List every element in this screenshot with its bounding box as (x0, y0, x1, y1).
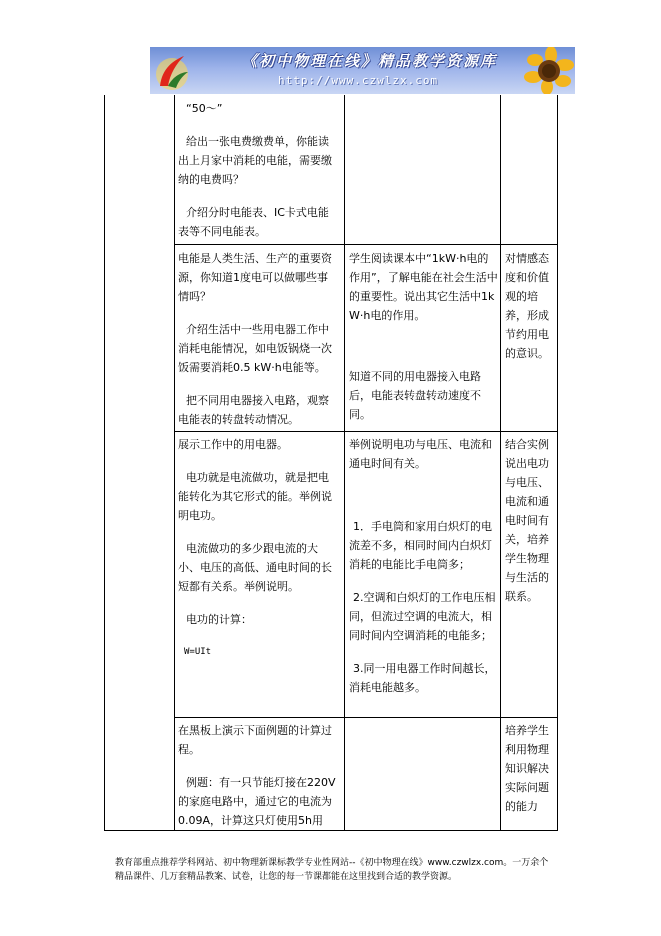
row-3-goal (505, 435, 557, 606)
banner-url[interactable]: http://www.czwlzx.com (278, 74, 439, 87)
row-3-student-line: 2.空调和白炽灯的工作电压相同，但流过空调的电流大，相同时间内空调消耗的电能多； (349, 591, 496, 642)
row-3-activity (178, 435, 338, 662)
row-4-goal (505, 721, 557, 816)
row-1-activity (178, 99, 338, 241)
table-border-right (557, 95, 558, 831)
table-divider-3 (500, 95, 501, 831)
row-2-student (349, 249, 499, 424)
row-divider-1 (174, 244, 558, 245)
row-4-activity-line: 例题：有一只节能灯接在220V的家庭电路中，通过它的电流为0.09A，计算这只灯使用5h用 (178, 776, 336, 827)
table-border-bottom (104, 830, 558, 831)
table-border-left (104, 95, 105, 831)
table-divider-1 (174, 95, 175, 831)
sunflower-icon (517, 47, 575, 94)
site-logo-icon (152, 50, 192, 92)
banner-title: 《初中物理在线》精品教学资源库 (242, 52, 498, 70)
row-2-activity-line: 把不同用电器接入电路，观察电能表的转盘转动情况。 (178, 394, 329, 426)
row-2-student-line: 学生阅读课本中“1kW·h电的作用”，了解电能在社会生活中的重要性。说出其它生活中1kW·h电的作用。 (349, 252, 498, 322)
row-3-activity-line: 电功的计算： (186, 613, 252, 626)
row-4-activity-line: 在黑板上演示下面例题的计算过程。 (178, 724, 332, 756)
row-2-goal (505, 249, 557, 363)
row-1-activity-line: 介绍分时电能表、IC卡式电能表等不同电能表。 (178, 206, 329, 238)
row-4-activity (178, 721, 338, 830)
row-3-goal-line: 结合实例说出电功与电压、电流和通电时间有关，培养学生物理与生活的联系。 (505, 438, 549, 603)
row-2-activity (178, 249, 338, 429)
page-footer: 教育部重点推荐学科网站、初中物理新课标教学专业性网站--《初中物理在线》www.czwlzx.com。一万余个精品课件、几万套精品教案、试卷，让您的每一节课都能在这里找到合适的教学资源。 (115, 858, 549, 882)
header-banner (150, 47, 575, 94)
row-2-student-line: 知道不同的用电器接入电路后，电能表转盘转动速度不同。 (349, 370, 481, 421)
row-3-student-line: 举例说明电功与电压、电流和通电时间有关。 (349, 438, 492, 470)
row-1-activity-line: “50～” (186, 102, 223, 115)
row-4-goal-line: 培养学生利用物理知识解决实际问题的能力 (505, 724, 549, 813)
row-3-student-line: 1．手电筒和家用白炽灯的电流差不多，相同时间内白炽灯消耗的电能比手电筒多； (349, 520, 492, 571)
row-2-activity-line: 电能是人类生活、生产的重要资源，你知道1度电可以做哪些事情吗？ (178, 252, 332, 303)
row-1-activity-line: 给出一张电费缴费单，你能读出上月家中消耗的电能，需要缴纳的电费吗？ (178, 135, 332, 186)
row-3-activity-line: 电功就是电流做功，就是把电能转化为其它形式的能。举例说明电功。 (178, 471, 332, 522)
row-2-activity-line: 介绍生活中一些用电器工作中消耗电能情况，如电饭锅烧一次饭需要消耗0.5 kW·h电能等。 (178, 323, 332, 374)
row-divider-2 (174, 431, 558, 432)
formula: W=UIt (184, 647, 212, 657)
row-3-student (349, 435, 499, 697)
row-3-activity-line: 电流做功的多少跟电流的大小、电压的高低、通电时间的长短都有关系。举例说明。 (178, 542, 332, 593)
row-divider-3 (174, 717, 558, 718)
table-divider-2 (344, 95, 345, 831)
row-3-activity-line: 展示工作中的用电器。 (178, 438, 288, 451)
row-3-student-line: 3.同一用电器工作时间越长，消耗电能越多。 (349, 662, 496, 694)
row-2-goal-line: 对情感态度和价值观的培养，形成节约用电的意识。 (505, 252, 549, 360)
